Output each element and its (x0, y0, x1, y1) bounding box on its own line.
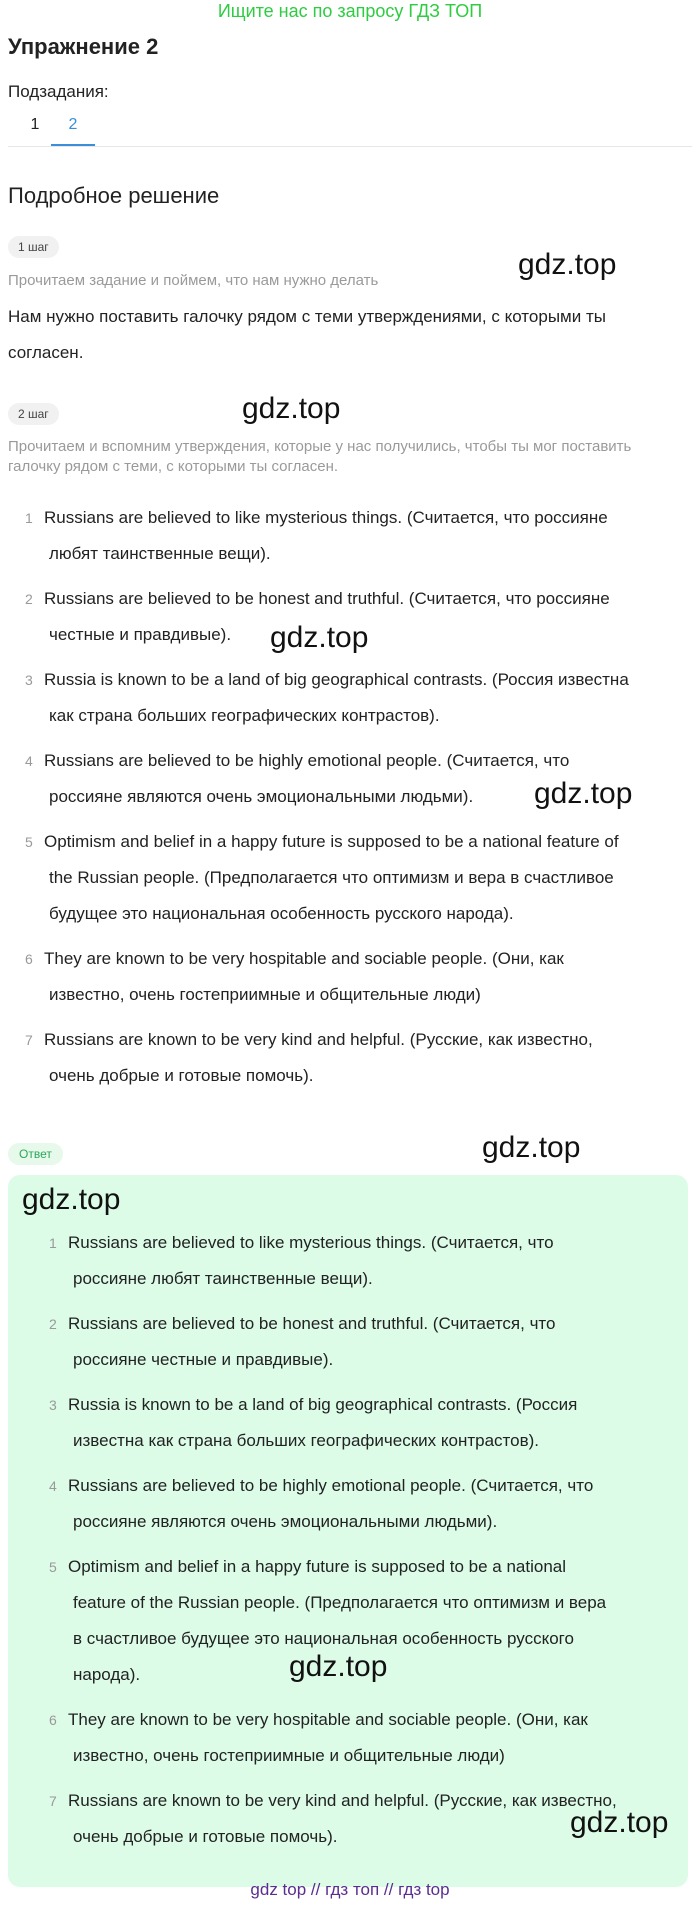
list-item-line: в счастливое будущее это национальная особенность русского (73, 1629, 574, 1648)
subtask-tab-1[interactable]: 1 (30, 116, 40, 133)
list-item-number: 6 (49, 1712, 57, 1728)
list-item-line: известно, очень гостеприимные и общительные люди) (73, 1746, 505, 1765)
step-1-badge: 1 шаг (8, 236, 59, 258)
list-item-line: Russians are believed to like mysterious things. (Считается, что (68, 1233, 554, 1252)
step-1-text-line: согласен. (8, 343, 84, 362)
list-item-line: Optimism and belief in a happy future is supposed to be a national (68, 1557, 567, 1576)
list-item-line: the Russian people. (Предполагается что оптимизм и вера в счастливое (49, 868, 614, 887)
step-2-badge: 2 шаг (8, 403, 59, 425)
list-item-number: 5 (25, 834, 33, 850)
step-1-text (8, 299, 688, 371)
list-item-line: Optimism and belief in a happy future is supposed to be a national feature of (44, 832, 619, 851)
footer-links[interactable]: gdz top // гдз топ // гдз top (250, 1880, 450, 1899)
answer-badge: Ответ (8, 1143, 63, 1165)
list-item-line: They are known to be very hospitable and sociable people. (Они, как (44, 949, 564, 968)
subtask-tabs (8, 110, 692, 147)
list-item-line: очень добрые и готовые помочь). (49, 1066, 314, 1085)
list-item-line: Russia is known to be a land of big geographical contrasts. (Россия (68, 1395, 578, 1414)
list-item-number: 2 (49, 1316, 57, 1332)
list-item-number: 3 (49, 1397, 57, 1413)
list-item-line: Russia is known to be a land of big geographical contrasts. (Россия известна (44, 670, 629, 689)
list-item-line: Russians are believed to like mysterious things. (Считается, что россияне (44, 508, 608, 527)
step-1-text-line: Нам нужно поставить галочку рядом с теми утверждениями, с которыми ты (8, 307, 606, 326)
list-item-line: Russians are believed to be highly emotional people. (Считается, что (68, 1476, 594, 1495)
step-2-note-line: галочку рядом с теми, с которыми ты согласен. (8, 458, 339, 475)
search-banner: Ищите нас по запросу ГДЗ ТОП (217, 1, 483, 21)
exercise-title: Упражнение 2 (8, 34, 159, 59)
list-item-line: Russians are believed to be highly emotional people. (Считается, что (44, 751, 570, 770)
list-item-number: 1 (25, 510, 33, 526)
watermark: gdz.top (518, 248, 617, 281)
list-item-line: россияне являются очень эмоциональными людьми). (73, 1512, 498, 1531)
list-item-line: народа). (73, 1665, 141, 1684)
list-item-line: будущее это национальная особенность русского народа). (49, 904, 514, 923)
list-item-number: 5 (49, 1559, 57, 1575)
list-item-number: 4 (49, 1478, 57, 1494)
list-item-number: 4 (25, 753, 33, 769)
list-item-line: Russians are known to be very kind and helpful. (Русские, как известно, (68, 1791, 617, 1810)
list-item-number: 2 (25, 591, 33, 607)
watermark: gdz.top (289, 1650, 388, 1683)
step-2-note-line: Прочитаем и вспомним утверждения, которые у нас получились, чтобы ты мог поставить (8, 438, 632, 455)
watermark: gdz.top (482, 1131, 581, 1164)
list-item-line: россияне честные и правдивые). (73, 1350, 334, 1369)
step-1-note: Прочитаем задание и поймем, что нам нужно делать (8, 272, 379, 289)
list-item-line: очень добрые и готовые помочь). (73, 1827, 338, 1846)
list-item-line: известна как страна больших географических контрастов). (73, 1431, 540, 1450)
list-item-line: Russians are believed to be honest and truthful. (Считается, что (68, 1314, 556, 1333)
watermark: gdz.top (242, 392, 341, 425)
list-item-line: любят таинственные вещи). (49, 544, 271, 563)
list-item-line: россияне любят таинственные вещи). (73, 1269, 373, 1288)
list-item-number: 1 (49, 1235, 57, 1251)
step-2-note (8, 437, 698, 477)
watermark: gdz.top (534, 777, 633, 810)
list-item-line: Russians are known to be very kind and helpful. (Русские, как известно, (44, 1030, 593, 1049)
watermark: gdz.top (22, 1183, 121, 1216)
list-item-number: 3 (25, 672, 33, 688)
list-item-number: 6 (25, 951, 33, 967)
list-item-number: 7 (25, 1032, 33, 1048)
list-item-line: известно, очень гостеприимные и общительные люди) (49, 985, 481, 1004)
list-item-line: They are known to be very hospitable and sociable people. (Они, как (68, 1710, 588, 1729)
subtask-tab-2[interactable]: 2 (53, 110, 93, 140)
watermark: gdz.top (570, 1806, 669, 1839)
list-item-line: feature of the Russian people. (Предполагается что оптимизм и вера (73, 1593, 607, 1612)
section-title: Подробное решение (8, 183, 220, 208)
list-item-line: как страна больших географических контрастов). (49, 706, 440, 725)
subtasks-label: Подзадания: (8, 82, 109, 101)
list-item-line: Russians are believed to be honest and truthful. (Считается, что россияне (44, 589, 610, 608)
list-item-line: россияне являются очень эмоциональными людьми). (49, 787, 474, 806)
list-item-line: честные и правдивые). (49, 625, 232, 644)
watermark: gdz.top (270, 621, 369, 654)
list-item-number: 7 (49, 1793, 57, 1809)
